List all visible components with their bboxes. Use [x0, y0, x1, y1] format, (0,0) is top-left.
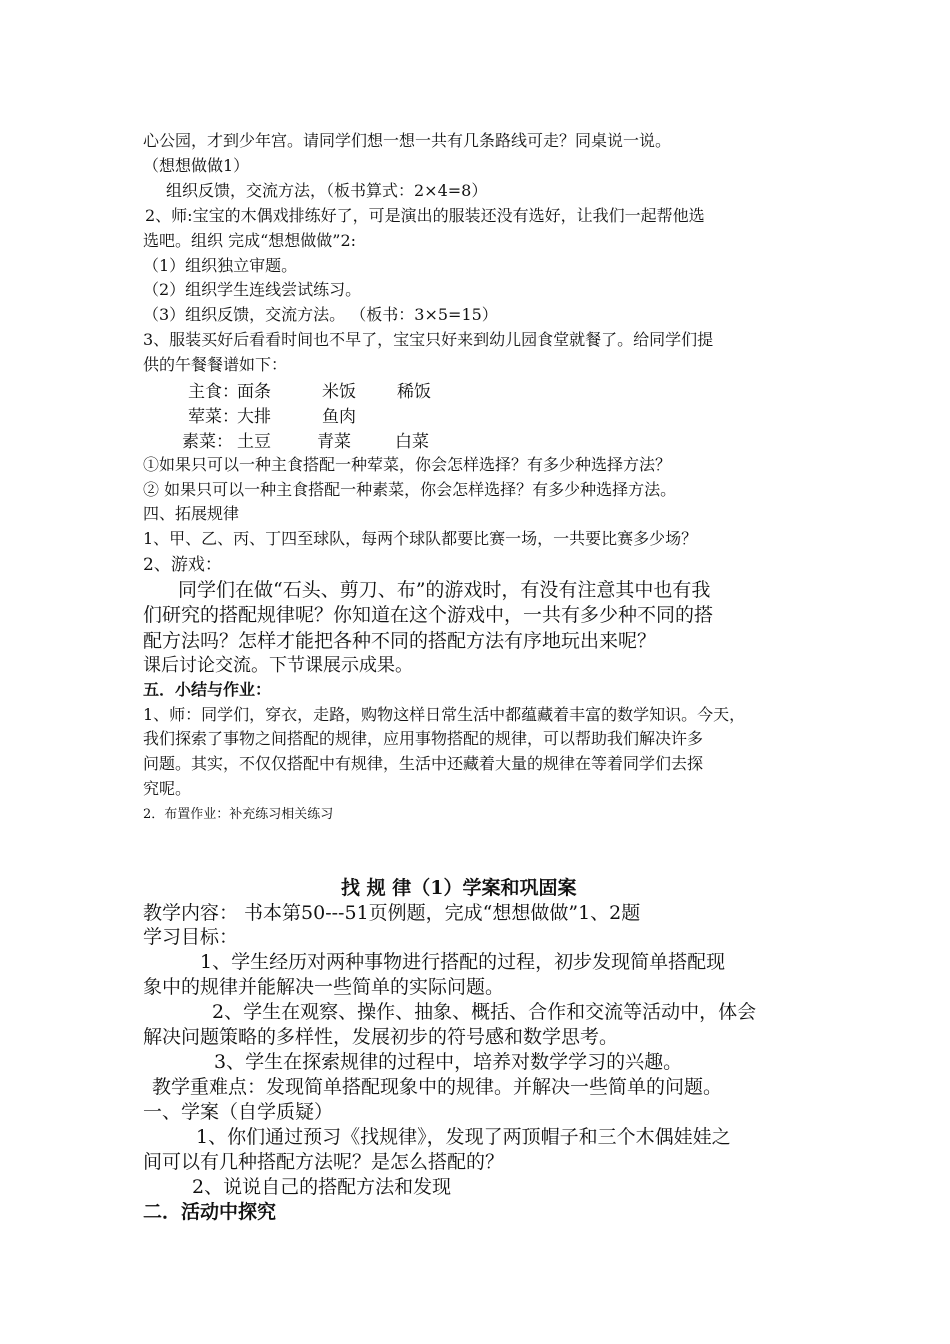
text-line: 教学内容： 书本第50---51页例题，完成“想想做做”1、2题: [143, 902, 641, 924]
menu-item: 大排: [237, 407, 271, 427]
text-line: （3）组织反馈，交流方法。 （板书：3×5=15）: [143, 305, 498, 324]
section-heading: 五．小结与作业：: [143, 680, 272, 699]
text-line: 2、学生在观察、操作、抽象、概括、合作和交流等活动中，体会: [212, 1001, 757, 1023]
text-line: 2．布置作业：补充练习相关练习: [143, 807, 334, 822]
text-line: 课后讨论交流。下节课展示成果。: [143, 655, 413, 676]
menu-item: 青菜: [317, 432, 351, 452]
menu-item: 面条: [237, 382, 271, 402]
menu-item: 稀饭: [397, 382, 431, 402]
section-heading: 一、学案（自学质疑）: [143, 1101, 334, 1123]
menu-item: 白菜: [395, 432, 429, 452]
text-line: 2、说说自己的搭配方法和发现: [192, 1176, 452, 1198]
menu-meat-label: 荤菜：: [188, 407, 239, 427]
section-heading: 二．活动中探究: [143, 1201, 277, 1223]
text-line: 我们探索了事物之间搭配的规律，应用事物搭配的规律，可以帮助我们解决许多: [143, 729, 704, 748]
text-line: 解决问题策略的多样性，发展初步的符号感和数学思考。: [143, 1026, 619, 1048]
menu-item: 土豆: [237, 432, 271, 452]
text-line: 1、你们通过预习《找规律》，发现了两顶帽子和三个木偶娃娃之: [196, 1126, 731, 1148]
text-line: 1、学生经历对两种事物进行搭配的过程，初步发现简单搭配现: [200, 951, 726, 973]
menu-item: 米饭: [322, 382, 356, 402]
text-line: 象中的规律并能解决一些简单的实际问题。: [143, 976, 505, 998]
text-line: （1）组织独立审题。: [143, 256, 298, 275]
text-line: 同学们在做“石头、剪刀、布”的游戏时，有没有注意其中也有我: [178, 579, 711, 601]
text-line: 究呢。: [143, 779, 192, 798]
text-line: ② 如果只可以一种主食搭配一种素菜，你会怎样选择？有多少种选择方法。: [143, 480, 677, 499]
menu-item: 鱼肉: [322, 407, 356, 427]
text-line: 心公园，才到少年宫。请同学们想一想一共有几条路线可走？同桌说一说。: [143, 131, 672, 150]
text-line: （2）组织学生连线尝试练习。: [143, 280, 362, 299]
text-line: 们研究的搭配规律呢？你知道在这个游戏中，一共有多少种不同的搭: [143, 604, 714, 626]
menu-staple-label: 主食：: [188, 382, 239, 402]
text-line: （想想做做1）: [143, 156, 250, 175]
text-line: 学习目标：: [143, 926, 239, 948]
text-line: 问题。其实，不仅仅搭配中有规律，生活中还藏着大量的规律在等着同学们去探: [143, 754, 704, 773]
text-line: 供的午餐餐谱如下：: [143, 355, 288, 374]
text-line: 选吧。组织 完成“想想做做”2:: [143, 231, 357, 250]
text-line: 2、游戏：: [143, 555, 222, 575]
page-title: 找 规 律（1）学案和巩固案: [341, 877, 577, 899]
text-line: 组织反馈，交流方法，（板书算式：2×4=8）: [166, 181, 488, 200]
text-line: 1、师：同学们，穿衣，走路，购物这样日常生活中都蕴藏着丰富的数学知识。今天，: [143, 705, 746, 724]
text-line: 1、甲、乙、丙、丁四至球队，每两个球队都要比赛一场，一共要比赛多少场？: [143, 529, 698, 548]
text-line: 配方法吗？怎样才能把各种不同的搭配方法有序地玩出来呢？: [143, 630, 657, 652]
text-line: 3、服装买好后看看时间也不早了，宝宝只好来到幼儿园食堂就餐了。给同学们提: [143, 330, 714, 349]
text-line: 3、学生在探索规律的过程中，培养对数学学习的兴趣。: [214, 1051, 683, 1073]
menu-veg-label: 素菜：: [182, 432, 233, 452]
section-heading: 四、拓展规律: [143, 504, 240, 523]
text-line: 教学重难点：发现简单搭配现象中的规律。并解决一些简单的问题。: [152, 1076, 723, 1098]
text-line: 2、师:宝宝的木偶戏排练好了，可是演出的服装还没有选好，让我们一起帮他选: [145, 206, 705, 225]
text-line: ①如果只可以一种主食搭配一种荤菜，你会怎样选择？有多少种选择方法？: [143, 455, 672, 474]
text-line: 间可以有几种搭配方法呢？是怎么搭配的？: [143, 1151, 505, 1173]
